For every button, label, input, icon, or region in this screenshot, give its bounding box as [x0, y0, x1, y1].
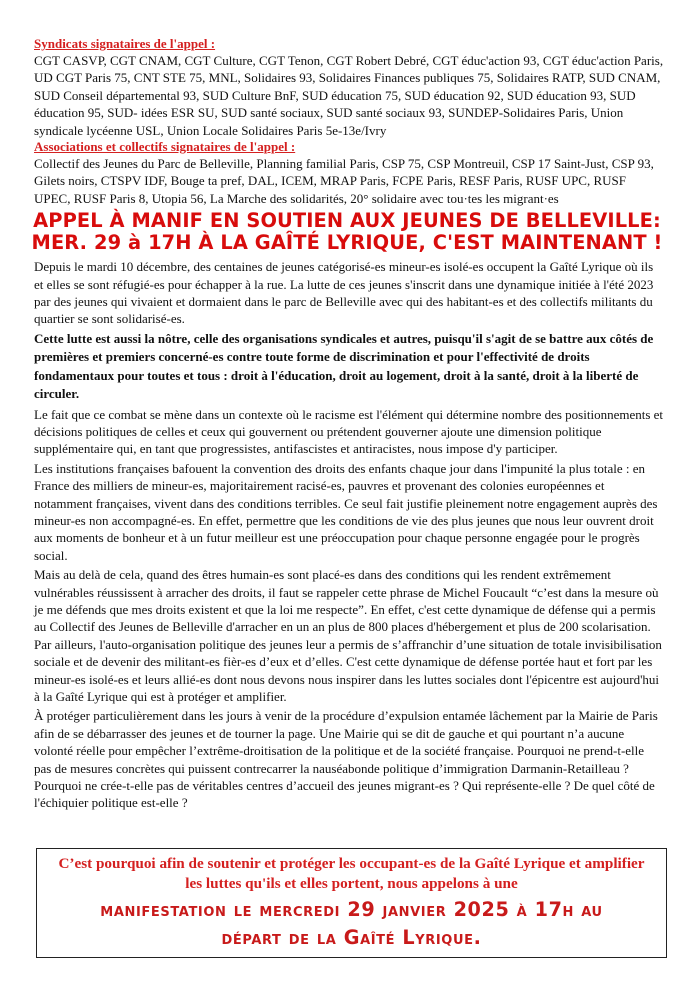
paragraph-2: Cette lutte est aussi la nôtre, celle des organisations syndicales et autres, puisqu'il s'agit de se battre aux côtés de premières et premiers concerné-es contre toute forme de discrimination et pour l'effectivité de droits fondamentaux pour toutes et tous : droit à l'éducation, droit au logement, droit à la santé, droit à la liberté de circuler. [34, 330, 654, 402]
unions-heading: Syndicats signataires de l'appel : [34, 36, 216, 51]
call-to-action-event [37, 896, 666, 952]
paragraph-3: Le fait que ce combat se mène dans un contexte où le racisme est l'élément qui détermine nombre des positionnements et décisions politiques de celles et ceux qui gouvernent ou prétendent gouverner ajoute une dimension politique supplémentaire qui, en tant que progressistes, antifascistes et antiracistes, nous impose d'y participer. [34, 406, 664, 457]
associations-list: Collectif des Jeunes du Parc de Belleville, Planning familial Paris, CSP 75, CSP Montreuil, CSP 17 Saint-Just, CSP 93, Gilets noirs, CTSPV IDF, Bouge ta pref, DAL, ICEM, MRAP Paris, FCPE Paris, RESF Paris, RUSF UPC, RUSF UPEC, RUSF Paris 8, Utopia 56, La Marche des solidarités, 20° solidaire avec tou·tes les migrant·es [34, 156, 654, 206]
headline-line-2: MER. 29 à 17H À LA GAÎTÉ LYRIQUE, C'EST MAINTENANT ! [31, 231, 663, 255]
paragraph-6: À protéger particulièrement dans les jours à venir de la procédure d’expulsion entamée lâchement par la Mairie de Paris afin de se débarrasser des jeunes et de tourner la page. Une Mairie qui se dit de gauche et qui pourtant n’a aucune volonté réelle pour empêcher l’extrême-droitisation de la politique et de la société française. Pourquoi ne prend-t-elle pas de mesures concrètes qui puissent contrecarrer la nauséabonde politique d’immigration Darmanin-Retailleau ? Pourquoi ne crée-t-elle pas de véritables centres d’accueil des jeunes migrant-es ? Qui représente-elle ? De quel côté de l'échiquier politique est-elle ? [34, 708, 658, 811]
unions-section [34, 36, 664, 139]
paragraph-1: Depuis le mardi 10 décembre, des centaines de jeunes catégorisé-es mineur-es isolé-es occupent la Gaîté Lyrique où ils et elles se sont réfugié-es pour échapper à la rue. La lutte de ces jeunes s'inscrit dans une dynamique initiée à l'été 2023 par des jeunes qui vivaient et dormaient dans le parc de Belleville avec qui des habitant-es et des collectifs militants du quartier se sont solidarisé-es. [34, 259, 654, 327]
paragraph-5: Mais au delà de cela, quand des êtres humain-es sont placé-es dans des conditions qui les rendent extrêmement vulnérables réussissent à arracher des droits, il faut se rappeler cette phrase de Michel Foucault “c’est dans la mesure où je me défends que mes droits existent et que la loi me respecte”. En effet, c'est cette dynamique de défense qui a permis au Collectif des Jeunes de Belleville d'arracher en un an plus de 800 places d'hébergement et plus de 200 scolarisation. Par ailleurs, l'auto-organisation politique des jeunes leur a permis de s’affranchir d’une situation de totale invisibilisation sociale et de devenir des militant-es fièr-es d’eux et d’elles. C'est cette dynamique de défense portée haut et fort par les mineur-es isolé-es et leurs allié-es dont nous devons nous inspirer dans les luttes sociales dont l'épicentre est aujourd'hui à la Gaîté Lyrique qui est à protéger et amplifier. [34, 567, 662, 704]
body-text [34, 258, 664, 812]
call-to-action-box [36, 848, 667, 958]
event-line-2: départ de la Gaîté Lyrique. [221, 926, 482, 949]
unions-list: CGT CASVP, CGT CNAM, CGT Culture, CGT Tenon, CGT Robert Debré, CGT éduc'action 93, CGT éduc'action Paris, UD CGT Paris 75, CNT STE 75, MNL, Solidaires 93, Solidaires Finances publiques 75, Solidaires RATP, SUD CNAM, SUD Conseil départemental 93, SUD Culture BnF, SUD éducation 75, SUD éducation 92, SUD éducation 93, SUD éducation 95, SUD- idées ESR SU, SUD santé sociaux, SUD santé sociaux 93, SUNDEP-Solidaires Paris, Union syndicale lycéenne USL, Union Locale Solidaires Paris 5e-13e/Ivry [34, 53, 664, 138]
call-to-action-lead: C’est pourquoi afin de soutenir et protéger les occupant-es de la Gaîté Lyrique et amplifier les luttes qu'ils et elles portent, nous appelons à une [58, 855, 645, 892]
event-line-1: manifestation le mercredi 29 janvier 2025 à 17h au [100, 898, 603, 921]
paragraph-4: Les institutions françaises bafouent la convention des droits des enfants chaque jour dans l'impunité la plus totale : en France des milliers de mineur-es, majoritairement racisé-es, pauvres et provenant des colonies européennes et notamment françaises, vivent dans des conditions terribles. Ce seul fait justifie pleinement notre engagement auprès des mineur-es non accompagné-es. En effet, permettre que les conditions de vie des plus jeunes que nous leur ouvrent droit aux moments de bonheur et à un futur meilleur est une préoccupation pour chaque personne engagée pour le progrès social. [34, 460, 658, 563]
associations-heading: Associations et collectifs signataires de l'appel : [34, 139, 296, 155]
headline-line-1: APPEL À MANIF EN SOUTIEN AUX JEUNES DE BELLEVILLE: [33, 209, 661, 233]
headline [30, 210, 664, 254]
associations-section [34, 139, 664, 207]
